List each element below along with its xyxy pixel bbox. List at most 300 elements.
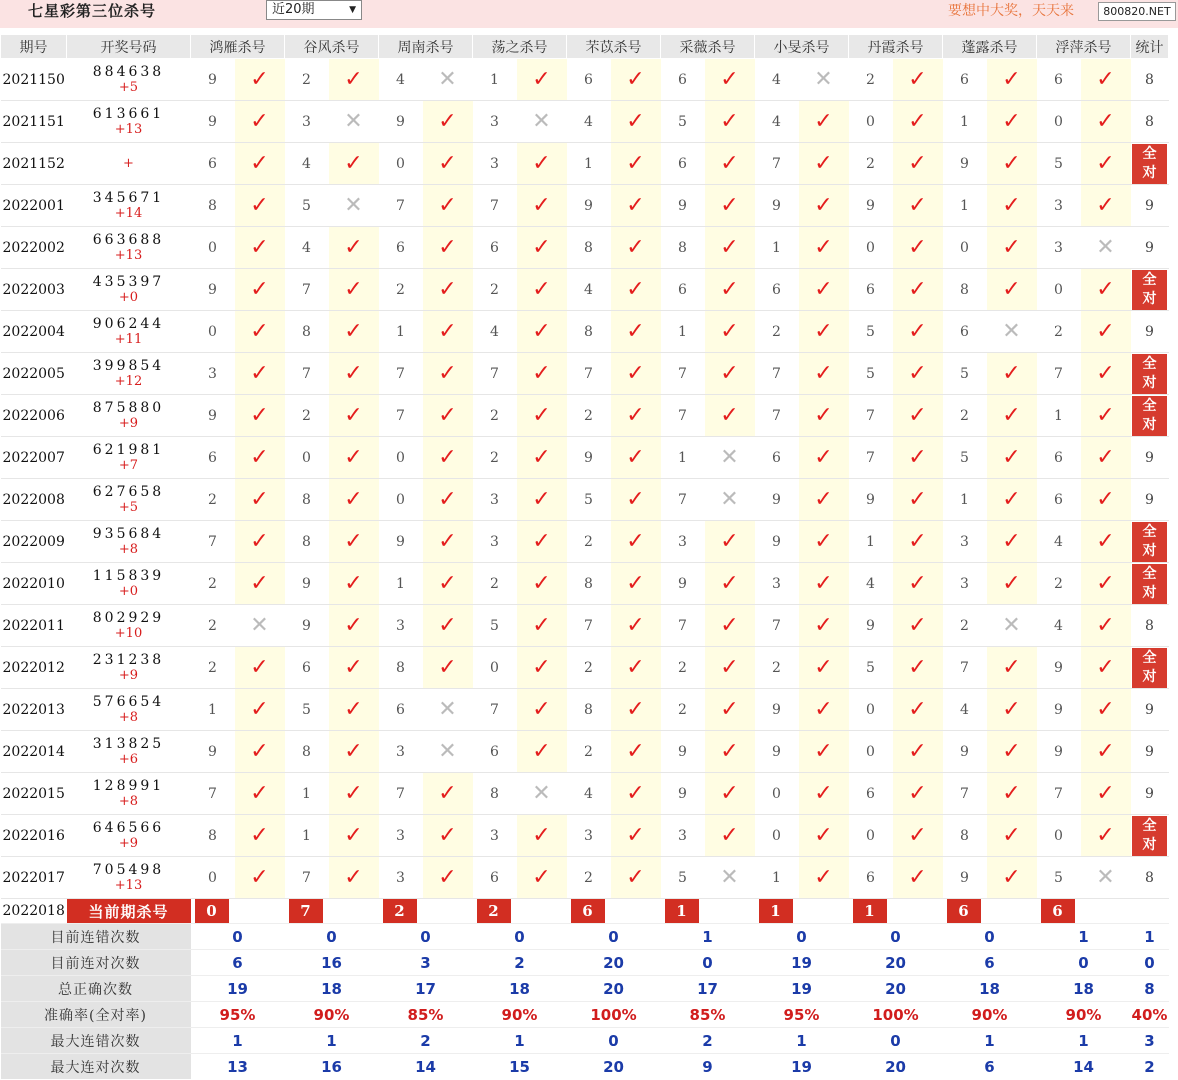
check-icon: ✓ bbox=[329, 773, 379, 815]
kill-number: 4 bbox=[849, 563, 893, 605]
kill-number: 2 bbox=[379, 269, 423, 311]
stats-value: 0 bbox=[943, 924, 1037, 950]
table-row bbox=[1, 479, 1169, 521]
check-icon: ✓ bbox=[799, 773, 849, 815]
kill-number: 0 bbox=[191, 311, 235, 353]
check-icon: ✓ bbox=[329, 647, 379, 689]
stats-value: 19 bbox=[755, 1054, 849, 1080]
all-correct-char: 全 bbox=[1142, 355, 1157, 372]
check-icon: ✓ bbox=[705, 815, 755, 857]
kill-number: 2 bbox=[849, 59, 893, 101]
all-correct-char: 对 bbox=[1142, 164, 1157, 181]
check-icon: ✓ bbox=[799, 815, 849, 857]
table-row bbox=[1, 227, 1169, 269]
kill-number: 3 bbox=[661, 521, 705, 563]
all-correct-char: 全 bbox=[1142, 397, 1157, 414]
kill-number: 9 bbox=[191, 101, 235, 143]
stats-value: 1 bbox=[755, 1028, 849, 1054]
issue-number: 2022009 bbox=[1, 521, 67, 563]
stats-value: 0 bbox=[755, 924, 849, 950]
check-icon: ✓ bbox=[517, 311, 567, 353]
kill-number: 7 bbox=[755, 143, 799, 185]
check-icon: ✓ bbox=[893, 227, 943, 269]
stat-cell: 8 bbox=[1131, 101, 1169, 143]
kill-number: 3 bbox=[473, 479, 517, 521]
cross-icon: ✕ bbox=[705, 857, 755, 899]
stats-value: 90% bbox=[285, 1002, 379, 1028]
check-icon: ✓ bbox=[517, 605, 567, 647]
draw-numbers bbox=[67, 101, 191, 143]
stats-value: 9 bbox=[661, 1054, 755, 1080]
draw-extra: +9 bbox=[118, 667, 139, 683]
kill-number: 4 bbox=[567, 269, 611, 311]
kill-number: 2 bbox=[473, 437, 517, 479]
draw-numbers bbox=[67, 185, 191, 227]
stat-cell: 9 bbox=[1131, 479, 1169, 521]
kill-number: 6 bbox=[379, 689, 423, 731]
kill-number: 8 bbox=[473, 773, 517, 815]
stats-row bbox=[1, 950, 1169, 976]
check-icon: ✓ bbox=[235, 227, 285, 269]
stats-value: 18 bbox=[1037, 976, 1131, 1002]
check-icon: ✓ bbox=[423, 857, 473, 899]
check-icon: ✓ bbox=[893, 185, 943, 227]
current-kill-number: 6 bbox=[947, 899, 981, 923]
table-row bbox=[1, 101, 1169, 143]
kill-number: 1 bbox=[285, 773, 329, 815]
draw-numbers bbox=[67, 689, 191, 731]
kill-number: 7 bbox=[755, 353, 799, 395]
stats-value: 2 bbox=[379, 1028, 473, 1054]
all-correct-badge bbox=[1132, 354, 1167, 394]
check-icon: ✓ bbox=[517, 59, 567, 101]
check-icon: ✓ bbox=[893, 479, 943, 521]
site-badge[interactable]: 800820.NET bbox=[1098, 2, 1176, 21]
stats-label: 最大连对次数 bbox=[1, 1054, 191, 1080]
stat-cell: 8 bbox=[1131, 59, 1169, 101]
stats-value: 0 bbox=[849, 924, 943, 950]
kill-number: 7 bbox=[285, 857, 329, 899]
issue-number: 2022015 bbox=[1, 773, 67, 815]
draw-numbers bbox=[67, 815, 191, 857]
kill-number: 7 bbox=[379, 395, 423, 437]
check-icon: ✓ bbox=[987, 857, 1037, 899]
check-icon: ✓ bbox=[611, 731, 661, 773]
check-icon: ✓ bbox=[423, 563, 473, 605]
stats-value: 0 bbox=[191, 924, 285, 950]
kill-number: 9 bbox=[661, 563, 705, 605]
col-expert[interactable]: 丹霞杀号 bbox=[849, 35, 943, 59]
table-row bbox=[1, 773, 1169, 815]
stats-row bbox=[1, 924, 1169, 950]
stats-label: 准确率(全对率) bbox=[1, 1002, 191, 1028]
draw-main: 705498 bbox=[92, 861, 165, 878]
issue-number: 2022012 bbox=[1, 647, 67, 689]
kill-number: 9 bbox=[661, 185, 705, 227]
stats-value: 17 bbox=[379, 976, 473, 1002]
check-icon: ✓ bbox=[1081, 521, 1131, 563]
kill-number: 8 bbox=[943, 815, 987, 857]
kill-number: 4 bbox=[567, 101, 611, 143]
stats-row bbox=[1, 1002, 1169, 1028]
stats-value: 0 bbox=[285, 924, 379, 950]
all-correct-badge bbox=[1132, 270, 1167, 310]
stats-total: 40% bbox=[1131, 1002, 1169, 1028]
kill-number: 4 bbox=[1037, 521, 1081, 563]
check-icon: ✓ bbox=[235, 647, 285, 689]
current-kill-number: 2 bbox=[477, 899, 511, 923]
current-period-row bbox=[1, 899, 1169, 924]
kill-number: 2 bbox=[661, 647, 705, 689]
stat-cell bbox=[1131, 521, 1169, 563]
stats-value: 85% bbox=[379, 1002, 473, 1028]
kill-number: 7 bbox=[379, 185, 423, 227]
kill-number: 7 bbox=[943, 773, 987, 815]
stat-cell: 9 bbox=[1131, 311, 1169, 353]
current-kill-number: 1 bbox=[665, 899, 699, 923]
draw-main: 663688 bbox=[92, 231, 165, 248]
check-icon: ✓ bbox=[705, 395, 755, 437]
check-icon: ✓ bbox=[1081, 689, 1131, 731]
check-icon: ✓ bbox=[423, 269, 473, 311]
kill-number: 2 bbox=[191, 647, 235, 689]
check-icon: ✓ bbox=[329, 521, 379, 563]
draw-extra: +5 bbox=[118, 499, 139, 515]
check-icon: ✓ bbox=[799, 521, 849, 563]
kill-number: 6 bbox=[943, 59, 987, 101]
kill-number: 0 bbox=[849, 815, 893, 857]
check-icon: ✓ bbox=[329, 269, 379, 311]
kill-number: 5 bbox=[661, 101, 705, 143]
cross-icon: ✕ bbox=[517, 101, 567, 143]
draw-extra: +11 bbox=[114, 331, 143, 347]
kill-number: 2 bbox=[473, 395, 517, 437]
check-icon: ✓ bbox=[423, 101, 473, 143]
draw-extra: +14 bbox=[114, 205, 143, 221]
current-kill-cell bbox=[849, 899, 943, 924]
issue-number: 2021151 bbox=[1, 101, 67, 143]
stats-total: 1 bbox=[1131, 924, 1169, 950]
check-icon: ✓ bbox=[893, 269, 943, 311]
check-icon: ✓ bbox=[611, 143, 661, 185]
stats-value: 0 bbox=[379, 924, 473, 950]
kill-number: 3 bbox=[661, 815, 705, 857]
cross-icon: ✕ bbox=[423, 59, 473, 101]
kill-number: 0 bbox=[473, 647, 517, 689]
cross-icon: ✕ bbox=[517, 773, 567, 815]
kill-number: 0 bbox=[379, 437, 423, 479]
stats-label: 目前连错次数 bbox=[1, 924, 191, 950]
check-icon: ✓ bbox=[611, 437, 661, 479]
check-icon: ✓ bbox=[799, 185, 849, 227]
draw-numbers bbox=[67, 395, 191, 437]
current-kill-cell bbox=[379, 899, 473, 924]
kill-number: 8 bbox=[285, 521, 329, 563]
kill-number: 1 bbox=[661, 437, 705, 479]
stats-value: 0 bbox=[567, 1028, 661, 1054]
kill-number: 1 bbox=[943, 479, 987, 521]
kill-number: 8 bbox=[661, 227, 705, 269]
kill-number: 9 bbox=[943, 857, 987, 899]
kill-number: 5 bbox=[285, 689, 329, 731]
check-icon: ✓ bbox=[611, 311, 661, 353]
draw-numbers bbox=[67, 269, 191, 311]
check-icon: ✓ bbox=[987, 437, 1037, 479]
draw-main: 802929 bbox=[92, 609, 165, 626]
draw-numbers bbox=[67, 563, 191, 605]
kill-number: 3 bbox=[379, 605, 423, 647]
check-icon: ✓ bbox=[987, 731, 1037, 773]
draw-extra: +6 bbox=[118, 751, 139, 767]
stats-total: 2 bbox=[1131, 1054, 1169, 1080]
cross-icon: ✕ bbox=[329, 185, 379, 227]
promo-text[interactable]: 要想中大奖，天天来 bbox=[948, 3, 1074, 19]
issue-number: 2022001 bbox=[1, 185, 67, 227]
draw-numbers bbox=[67, 143, 191, 185]
check-icon: ✓ bbox=[423, 227, 473, 269]
kill-number: 2 bbox=[567, 521, 611, 563]
check-icon: ✓ bbox=[611, 395, 661, 437]
kill-number: 2 bbox=[567, 395, 611, 437]
kill-number: 9 bbox=[755, 185, 799, 227]
kill-number: 1 bbox=[755, 857, 799, 899]
col-expert[interactable]: 鸿雁杀号 bbox=[191, 35, 285, 59]
check-icon: ✓ bbox=[1081, 143, 1131, 185]
kill-number: 0 bbox=[1037, 269, 1081, 311]
current-kill-cell bbox=[285, 899, 379, 924]
col-expert[interactable]: 采薇杀号 bbox=[661, 35, 755, 59]
stats-value: 0 bbox=[849, 1028, 943, 1054]
stats-value: 95% bbox=[191, 1002, 285, 1028]
draw-main: 576654 bbox=[92, 693, 165, 710]
check-icon: ✓ bbox=[517, 857, 567, 899]
check-icon: ✓ bbox=[517, 731, 567, 773]
kill-number: 3 bbox=[379, 815, 423, 857]
kill-number: 6 bbox=[191, 143, 235, 185]
draw-main: 646566 bbox=[92, 819, 165, 836]
stats-row bbox=[1, 1054, 1169, 1080]
kill-number: 6 bbox=[661, 59, 705, 101]
table-row bbox=[1, 353, 1169, 395]
kill-number: 3 bbox=[379, 857, 423, 899]
check-icon: ✓ bbox=[235, 437, 285, 479]
all-correct-char: 对 bbox=[1142, 836, 1157, 853]
check-icon: ✓ bbox=[329, 689, 379, 731]
check-icon: ✓ bbox=[987, 353, 1037, 395]
check-icon: ✓ bbox=[423, 605, 473, 647]
kill-number: 0 bbox=[849, 227, 893, 269]
cross-icon: ✕ bbox=[235, 605, 285, 647]
kill-number: 0 bbox=[849, 101, 893, 143]
check-icon: ✓ bbox=[235, 563, 285, 605]
stat-cell: 9 bbox=[1131, 185, 1169, 227]
check-icon: ✓ bbox=[611, 269, 661, 311]
table-row bbox=[1, 395, 1169, 437]
check-icon: ✓ bbox=[705, 605, 755, 647]
draw-main: 884638 bbox=[92, 63, 165, 80]
draw-main: 128991 bbox=[92, 777, 165, 794]
period-select[interactable] bbox=[266, 0, 362, 20]
kill-number: 9 bbox=[661, 731, 705, 773]
current-kill-number: 6 bbox=[1041, 899, 1075, 923]
all-correct-char: 全 bbox=[1142, 565, 1157, 582]
check-icon: ✓ bbox=[987, 395, 1037, 437]
all-correct-char: 对 bbox=[1142, 374, 1157, 391]
stats-value: 0 bbox=[473, 924, 567, 950]
kill-number: 3 bbox=[379, 731, 423, 773]
check-icon: ✓ bbox=[423, 815, 473, 857]
check-icon: ✓ bbox=[423, 353, 473, 395]
issue-number: 2022007 bbox=[1, 437, 67, 479]
kill-number: 9 bbox=[379, 101, 423, 143]
col-expert[interactable]: 荡之杀号 bbox=[473, 35, 567, 59]
kill-number: 6 bbox=[285, 647, 329, 689]
check-icon: ✓ bbox=[329, 395, 379, 437]
draw-numbers bbox=[67, 773, 191, 815]
period-select-value: 近20期 bbox=[272, 2, 315, 17]
draw-extra: +8 bbox=[118, 541, 139, 557]
check-icon: ✓ bbox=[517, 227, 567, 269]
kill-number: 4 bbox=[567, 773, 611, 815]
check-icon: ✓ bbox=[893, 731, 943, 773]
col-expert[interactable]: 蓬露杀号 bbox=[943, 35, 1037, 59]
col-expert[interactable]: 浮萍杀号 bbox=[1037, 35, 1131, 59]
check-icon: ✓ bbox=[705, 143, 755, 185]
stat-cell: 9 bbox=[1131, 689, 1169, 731]
col-expert[interactable]: 谷风杀号 bbox=[285, 35, 379, 59]
check-icon: ✓ bbox=[705, 227, 755, 269]
kill-number: 6 bbox=[1037, 59, 1081, 101]
check-icon: ✓ bbox=[705, 101, 755, 143]
current-kill-number: 7 bbox=[289, 899, 323, 923]
check-icon: ✓ bbox=[799, 269, 849, 311]
check-icon: ✓ bbox=[799, 353, 849, 395]
check-icon: ✓ bbox=[235, 269, 285, 311]
stat-cell: 9 bbox=[1131, 773, 1169, 815]
check-icon: ✓ bbox=[1081, 395, 1131, 437]
kill-number: 1 bbox=[943, 101, 987, 143]
kill-number: 8 bbox=[285, 731, 329, 773]
check-icon: ✓ bbox=[987, 815, 1037, 857]
check-icon: ✓ bbox=[235, 353, 285, 395]
all-correct-char: 对 bbox=[1142, 668, 1157, 685]
kill-number: 6 bbox=[943, 311, 987, 353]
cross-icon: ✕ bbox=[1081, 227, 1131, 269]
col-expert[interactable]: 小旻杀号 bbox=[755, 35, 849, 59]
kill-number-table bbox=[0, 34, 1169, 1079]
all-correct-badge bbox=[1132, 564, 1167, 604]
current-kill-cell bbox=[1037, 899, 1131, 924]
kill-number: 1 bbox=[191, 689, 235, 731]
issue-number: 2022006 bbox=[1, 395, 67, 437]
check-icon: ✓ bbox=[423, 521, 473, 563]
stats-value: 20 bbox=[849, 1054, 943, 1080]
kill-number: 4 bbox=[285, 143, 329, 185]
kill-number: 5 bbox=[849, 647, 893, 689]
check-icon: ✓ bbox=[987, 227, 1037, 269]
check-icon: ✓ bbox=[987, 185, 1037, 227]
kill-number: 7 bbox=[191, 521, 235, 563]
stats-value: 85% bbox=[661, 1002, 755, 1028]
current-kill-number: 0 bbox=[195, 899, 229, 923]
current-kill-cell bbox=[661, 899, 755, 924]
kill-number: 1 bbox=[567, 143, 611, 185]
stat-cell: 9 bbox=[1131, 227, 1169, 269]
check-icon: ✓ bbox=[517, 521, 567, 563]
draw-numbers bbox=[67, 647, 191, 689]
stats-row bbox=[1, 976, 1169, 1002]
check-icon: ✓ bbox=[611, 563, 661, 605]
kill-number: 7 bbox=[567, 353, 611, 395]
kill-number: 5 bbox=[849, 311, 893, 353]
check-icon: ✓ bbox=[235, 815, 285, 857]
col-stat: 统计 bbox=[1131, 35, 1169, 59]
kill-number: 7 bbox=[755, 395, 799, 437]
check-icon: ✓ bbox=[329, 563, 379, 605]
kill-number: 9 bbox=[191, 731, 235, 773]
stats-value: 1 bbox=[285, 1028, 379, 1054]
check-icon: ✓ bbox=[423, 647, 473, 689]
kill-number: 7 bbox=[849, 395, 893, 437]
issue-number: 2021150 bbox=[1, 59, 67, 101]
stat-cell bbox=[1131, 395, 1169, 437]
table-row bbox=[1, 647, 1169, 689]
check-icon: ✓ bbox=[235, 521, 285, 563]
col-expert[interactable]: 周南杀号 bbox=[379, 35, 473, 59]
kill-number: 9 bbox=[849, 479, 893, 521]
kill-number: 6 bbox=[567, 59, 611, 101]
all-correct-char: 全 bbox=[1142, 145, 1157, 162]
kill-number: 9 bbox=[379, 521, 423, 563]
draw-extra: +13 bbox=[114, 121, 143, 137]
table-row bbox=[1, 59, 1169, 101]
stats-value: 19 bbox=[191, 976, 285, 1002]
draw-extra: +10 bbox=[114, 625, 143, 641]
kill-number: 2 bbox=[191, 479, 235, 521]
issue-number: 2022014 bbox=[1, 731, 67, 773]
check-icon: ✓ bbox=[987, 59, 1037, 101]
check-icon: ✓ bbox=[799, 311, 849, 353]
check-icon: ✓ bbox=[329, 479, 379, 521]
check-icon: ✓ bbox=[1081, 437, 1131, 479]
stats-value: 14 bbox=[379, 1054, 473, 1080]
kill-number: 4 bbox=[285, 227, 329, 269]
check-icon: ✓ bbox=[893, 689, 943, 731]
kill-number: 0 bbox=[379, 479, 423, 521]
kill-number: 6 bbox=[849, 773, 893, 815]
page-header bbox=[0, 0, 1178, 28]
kill-number: 7 bbox=[191, 773, 235, 815]
check-icon: ✓ bbox=[987, 689, 1037, 731]
col-expert[interactable]: 芣苡杀号 bbox=[567, 35, 661, 59]
kill-number: 7 bbox=[1037, 773, 1081, 815]
check-icon: ✓ bbox=[611, 101, 661, 143]
draw-extra: +13 bbox=[114, 247, 143, 263]
check-icon: ✓ bbox=[235, 311, 285, 353]
check-icon: ✓ bbox=[799, 731, 849, 773]
stats-value: 0 bbox=[1037, 950, 1131, 976]
stats-label: 目前连对次数 bbox=[1, 950, 191, 976]
kill-number: 8 bbox=[379, 647, 423, 689]
check-icon: ✓ bbox=[987, 143, 1037, 185]
check-icon: ✓ bbox=[799, 479, 849, 521]
table-row bbox=[1, 143, 1169, 185]
check-icon: ✓ bbox=[893, 857, 943, 899]
kill-number: 9 bbox=[191, 395, 235, 437]
kill-number: 7 bbox=[473, 353, 517, 395]
stats-value: 17 bbox=[661, 976, 755, 1002]
check-icon: ✓ bbox=[235, 59, 285, 101]
